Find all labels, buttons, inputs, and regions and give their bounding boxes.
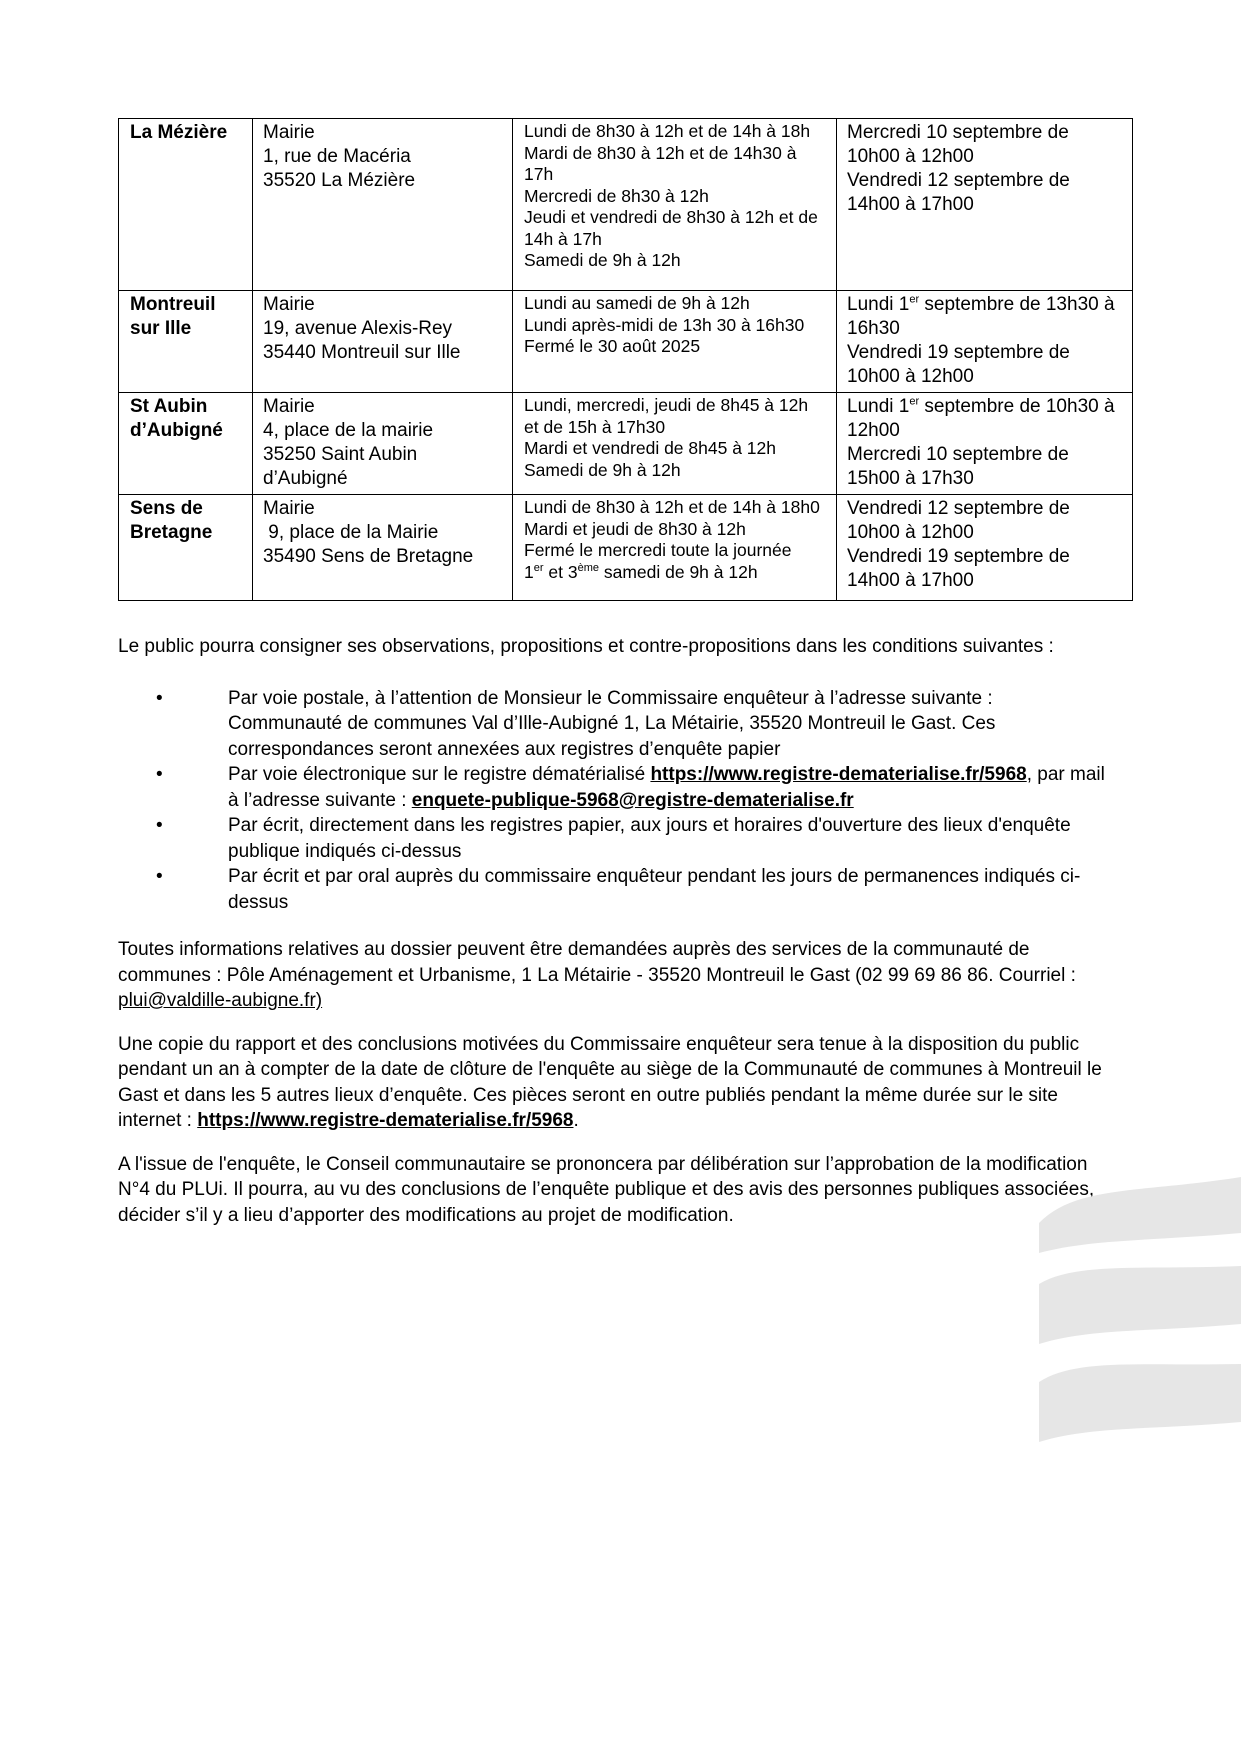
table-row: [119, 119, 1133, 291]
address-cell: Mairie 1, rue de Macéria 35520 La Mézière: [253, 119, 513, 291]
intro-paragraph: Le public pourra consigner ses observations, propositions et contre-propositions dans les conditions suivantes :: [118, 636, 1054, 657]
opening-hours-cell: Lundi au samedi de 9h à 12h Lundi après-midi de 13h 30 à 16h30 Fermé le 30 août 2025: [513, 291, 837, 393]
permanence-cell: Lundi 1er septembre de 10h30 à 12h00 Mercredi 10 septembre de 15h00 à 17h30: [837, 393, 1133, 495]
table-row: [119, 393, 1133, 495]
table-row: [119, 495, 1133, 601]
permanence-cell: Mercredi 10 septembre de 10h00 à 12h00 Vendredi 12 septembre de 14h00 à 17h00: [837, 119, 1133, 291]
bullet-icon: •: [156, 764, 163, 785]
bullet-icon: •: [156, 866, 163, 887]
list-item: • Par écrit et par oral auprès du commissaire enquêteur pendant les jours de permanences indiqués ci-dessus: [156, 866, 1081, 913]
commune-cell: La Mézière: [119, 119, 253, 291]
opening-hours-cell: Lundi, mercredi, jeudi de 8h45 à 12h et de 15h à 17h30 Mardi et vendredi de 8h45 à 12h Samedi de 9h à 12h: [513, 393, 837, 495]
address-cell: Mairie 9, place de la Mairie 35490 Sens de Bretagne: [253, 495, 513, 601]
bullet-icon: •: [156, 815, 163, 836]
commune-cell: Sens de Bretagne: [119, 495, 253, 601]
body-text: [118, 634, 1108, 1228]
plui-email-link[interactable]: plui@valdille-aubigne.fr): [118, 990, 323, 1011]
bullet-icon: •: [156, 687, 163, 709]
permanence-cell: Vendredi 12 septembre de 10h00 à 12h00 Vendredi 19 septembre de 14h00 à 17h00: [837, 495, 1133, 601]
table-row: [119, 291, 1133, 393]
opening-hours-cell: Lundi de 8h30 à 12h et de 14h à 18h0 Mardi et jeudi de 8h30 à 12h Fermé le mercredi toute la journée 1er et 3ème samedi de 9h à 12h: [513, 495, 837, 601]
opening-hours-cell: Lundi de 8h30 à 12h et de 14h à 18h Mardi de 8h30 à 12h et de 14h30 à 17h Mercredi de 8h30 à 12h Jeudi et vendredi de 8h30 à 12h et de 14h à 17h Samedi de 9h à 12h: [513, 119, 837, 291]
copy-paragraph: Une copie du rapport et des conclusions motivées du Commissaire enquêteur sera tenue à la disposition du public pendant un an à compter de la date de clôture de l'enquête au siège de la Communauté de communes à Montreuil le Gast et dans les 5 autres lieux d’enquête. Ces pièces seront en outre publiés pendant la même durée sur le site internet : https://www.registre-dematerialise.fr/5968.: [118, 1033, 1102, 1131]
registre-link[interactable]: https://www.registre-dematerialise.fr/5968: [650, 764, 1027, 785]
decorative-wave-shape: [1031, 1358, 1241, 1443]
address-cell: Mairie 19, avenue Alexis-Rey 35440 Montreuil sur Ille: [253, 291, 513, 393]
commune-cell: St Aubin d’Aubigné: [119, 393, 253, 495]
conclusion-paragraph: A l'issue de l'enquête, le Conseil communautaire se prononcera par délibération sur l’approbation de la modification N°4 du PLUi. Il pourra, au vu des conclusions de l’enquête publique et des avis des personnes publiques associées, décider s’il y a lieu d’apporter des modifications au projet de modification.: [118, 1153, 1095, 1226]
list-item: • Par voie postale, à l’attention de Monsieur le Commissaire enquêteur à l’adresse suivante : Communauté de communes Val d’Ille-Aubigné 1, La Métairie, 35520 Montreuil le Gast. Ces correspondances seront annexées aux registres d’enquête papier: [156, 687, 996, 760]
submission-methods-list: [118, 686, 1108, 916]
list-item: • Par voie électronique sur le registre dématérialisé https://www.registre-dematerialise.fr/5968, par mail à l’adresse suivante : enquete-publique-5968@registre-dematerialise.fr: [156, 764, 1105, 811]
decorative-wave-shape: [1031, 1262, 1241, 1347]
info-paragraph: Toutes informations relatives au dossier peuvent être demandées auprès des services de la communauté de communes : Pôle Aménagement et Urbanisme, 1 La Métairie - 35520 Montreuil le Gast (02 99 69 86 86. Courriel : plui@valdille-aubigne.fr): [118, 939, 1076, 1011]
permanences-table: [118, 118, 1133, 601]
enquete-email-link[interactable]: enquete-publique-5968@registre-dematerialise.fr: [411, 789, 854, 811]
list-item: • Par écrit, directement dans les registres papier, aux jours et horaires d'ouverture des lieux d'enquête publique indiqués ci-dessus: [156, 815, 1071, 862]
registre-link[interactable]: https://www.registre-dematerialise.fr/5968: [197, 1110, 574, 1131]
address-cell: Mairie 4, place de la mairie 35250 Saint Aubin d’Aubigné: [253, 393, 513, 495]
commune-cell: Montreuil sur Ille: [119, 291, 253, 393]
decorative-wave-shape: [1031, 1175, 1241, 1255]
permanence-cell: Lundi 1er septembre de 13h30 à 16h30 Vendredi 19 septembre de 10h00 à 12h00: [837, 291, 1133, 393]
